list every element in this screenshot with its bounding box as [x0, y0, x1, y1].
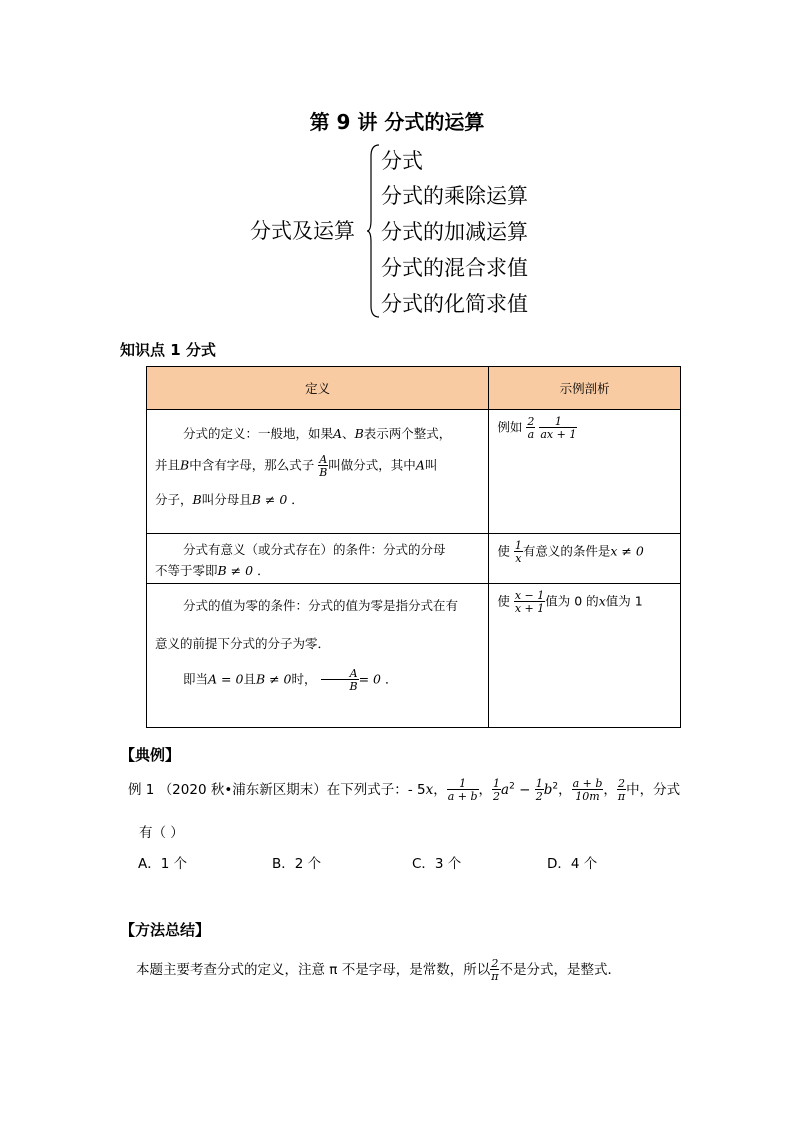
definition-cell: 分式的定义：一般地，如果A、B表示两个整式， 并且B中含有字母，那么式子 $\frac{A}{B}$ 叫做分式，其中A叫 分子，B叫分母且B ≠ 0 ．	[147, 410, 489, 534]
tree-item: 分式的化简求值	[381, 292, 528, 316]
question-fraction: $\frac{1}{2}$	[493, 777, 501, 803]
fraction-a-over-b: $\frac{A}{B}$	[319, 453, 328, 479]
example-fraction: $\frac{1}{x}$	[514, 539, 522, 565]
example-fraction: $\frac{1}{ax + 1}$	[540, 415, 577, 441]
tree-item: 分式的加减运算	[381, 220, 528, 244]
fraction-a-over-b: $\frac{A}{B}$	[321, 668, 359, 692]
tree-item: 分式	[381, 149, 423, 173]
page-title: 第 9 讲 分式的运算	[309, 110, 485, 134]
table-row	[147, 534, 681, 584]
definition-cell: 分式有意义（或分式存在）的条件：分式的分母 不等于零即B ≠ 0 ．	[147, 534, 489, 584]
table-row	[147, 584, 681, 728]
example-fraction: $\frac{2}{a}$	[527, 415, 535, 441]
header-example: 示例剖析	[489, 367, 681, 410]
method-heading: 【方法总结】	[120, 921, 211, 939]
question-fraction: $\frac{a + b}{10m}$	[572, 777, 603, 803]
example-fraction: $\frac{x - 1}{x + 1}$	[514, 589, 545, 615]
summary-fraction: $\frac{2}{\pi}$	[491, 957, 499, 983]
tree-item: 分式的混合求值	[381, 256, 528, 280]
example-cell: 例如 $\frac{2}{a}$ $\frac{1}{ax + 1}$	[489, 410, 681, 534]
table-header-row	[147, 367, 681, 410]
option-a: A．1 个	[138, 856, 188, 872]
question-fraction: $\frac{1}{2}$	[535, 777, 543, 803]
example-cell: 使 $\frac{x - 1}{x + 1}$ 值为 0 的x值为 1	[489, 584, 681, 728]
question-fraction: $\frac{1}{a + b}$	[447, 777, 478, 803]
definition-cell: 分式的值为零的条件：分式的值为零是指分式在有 意义的前提下分式的分子为零． 即当A = 0且B ≠ 0时， $\frac{A}{B}$ = 0 ．	[147, 584, 489, 728]
method-summary: 本题主要考查分式的定义，注意 π 不是字母，是常数，所以 $\frac{2}{\pi}$ 不是分式，是整式．	[136, 957, 621, 983]
example-question: 例 1 （2020 秋•浦东新区期末）在下列式子：- 5x， $\frac{1}{a + b}$ ， $\frac{1}{2}$ $a^2$ − $\frac{1}{2}$ $b^2$， $\frac{a + b}{10m}$ ， $\frac{2}{\pi}$ 中，分式	[128, 777, 681, 803]
tree-root-label: 分式及运算	[250, 219, 355, 243]
left-brace	[366, 144, 380, 318]
table-row	[147, 410, 681, 534]
example-heading: 【典例】	[120, 746, 181, 764]
option-b: B．2 个	[272, 856, 322, 872]
tree-item: 分式的乘除运算	[381, 184, 528, 208]
example-cell: 使 $\frac{1}{x}$ 有意义的条件是x ≠ 0	[489, 534, 681, 584]
example-question-line2: 有（ ）	[139, 825, 184, 841]
question-fraction: $\frac{2}{\pi}$	[617, 777, 626, 803]
section-heading: 知识点 1 分式	[120, 341, 216, 359]
option-c: C．3 个	[412, 856, 462, 872]
option-d: D．4 个	[547, 856, 598, 872]
header-definition: 定义	[147, 367, 489, 410]
knowledge-table	[146, 366, 681, 728]
